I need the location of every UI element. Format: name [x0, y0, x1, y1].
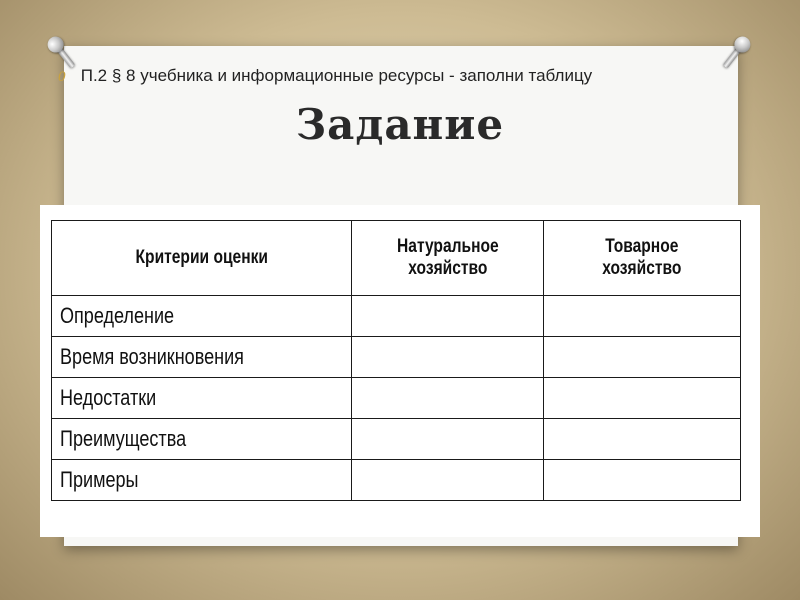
table-cell	[544, 460, 741, 501]
table-cell	[351, 419, 544, 460]
table-row	[52, 460, 741, 501]
slide-title: Задание	[295, 100, 505, 149]
bullet-item	[58, 66, 758, 92]
table-row	[52, 296, 741, 337]
table-cell	[544, 419, 741, 460]
criteria-table	[51, 220, 741, 501]
table-cell	[351, 337, 544, 378]
table-header-row	[52, 221, 741, 296]
table-row	[52, 419, 741, 460]
row-label: Преимущества	[52, 419, 352, 460]
table-cell	[544, 378, 741, 419]
row-label: Недостатки	[52, 378, 352, 419]
table-row	[52, 378, 741, 419]
table-cell	[544, 337, 741, 378]
table-image	[40, 205, 760, 537]
table-cell	[544, 296, 741, 337]
table-row	[52, 337, 741, 378]
row-label: Определение	[52, 296, 352, 337]
column-header: Критерии оценки	[52, 221, 352, 296]
column-header: Натуральное хозяйство	[351, 221, 544, 296]
bullet-text: П.2 § 8 учебника и информационные ресурсы - заполни таблицу	[80, 66, 593, 85]
table-cell	[351, 296, 544, 337]
row-label: Время возникновения	[52, 337, 352, 378]
table-cell	[351, 378, 544, 419]
table-cell	[351, 460, 544, 501]
column-header: Товарное хозяйство	[544, 221, 741, 296]
row-label: Примеры	[52, 460, 352, 501]
bullet-marker: 0	[58, 69, 66, 85]
